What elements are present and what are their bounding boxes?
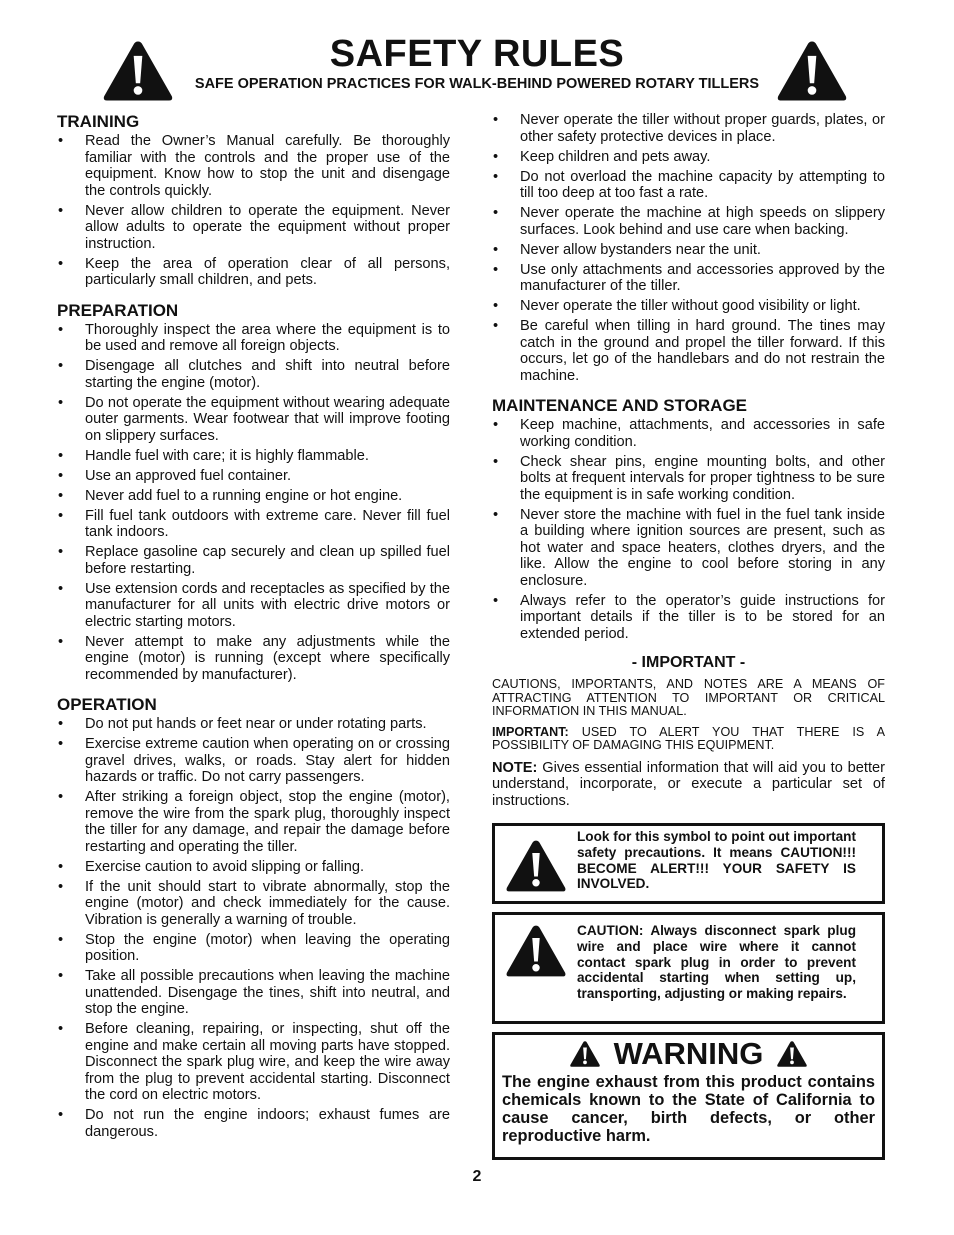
bullet-item: • Handle fuel with care; it is highly flammable. <box>57 448 450 465</box>
warning-triangle-icon <box>505 923 567 979</box>
caution-text: CAUTION: Always disconnect spark plug wire and place wire where it cannot contact spark plug in order to prevent accidental starting when setting up, transporting, adjusting or making repairs. <box>577 923 856 1002</box>
important-label: IMPORTANT: <box>492 724 569 739</box>
bullet-item: • Use extension cords and receptacles as specified by the manufacturer for all units with electric drive motors or electric starting motors. <box>57 581 450 631</box>
note-definition <box>492 760 885 810</box>
note-text: Gives essential information that will aid you to better understand, incorporate, or execute a particular set of instructions. <box>492 759 885 809</box>
preparation-heading: PREPARATION <box>57 300 179 320</box>
operation-continued-list <box>492 112 885 384</box>
caution-box <box>492 912 885 1024</box>
bullet-item: • Never operate the tiller without proper guards, plates, or other safety protective devices in place. <box>492 112 885 145</box>
right-column <box>492 112 885 1160</box>
preparation-section <box>57 301 450 684</box>
operation-continued-section <box>492 112 885 384</box>
warning-triangle-icon <box>569 1040 601 1068</box>
preparation-list <box>57 322 450 684</box>
maintenance-section <box>492 396 885 642</box>
bullet-item: • Keep children and pets away. <box>492 149 885 166</box>
bullet-item: • Keep machine, attachments, and accessories in safe working condition. <box>492 417 885 450</box>
important-text: USED TO ALERT YOU THAT THERE IS A POSSIBILITY OF DAMAGING THIS EQUIPMENT. <box>492 724 885 752</box>
important-heading: - IMPORTANT - <box>631 654 746 671</box>
maintenance-list <box>492 417 885 642</box>
training-section <box>57 112 450 289</box>
warning-box <box>492 1032 885 1160</box>
bullet-item: • Take all possible precautions when leaving the machine unattended. Disengage the tines, shift into neutral, and stop the engine. <box>57 968 450 1018</box>
important-definition <box>492 726 885 753</box>
bullet-item: • Do not run the engine indoors; exhaust fumes are dangerous. <box>57 1107 450 1140</box>
page-subtitle: SAFE OPERATION PRACTICES FOR WALK-BEHIND POWERED ROTARY TILLERS <box>194 76 760 92</box>
bullet-item: • Use only attachments and accessories approved by the manufacturer of the tiller. <box>492 262 885 295</box>
bullet-item: • Never operate the machine at high speeds on slippery surfaces. Look behind and use care when backing. <box>492 205 885 238</box>
operation-heading: OPERATION <box>57 695 157 714</box>
safety-symbol-box <box>492 823 885 904</box>
warning-title: WARNING <box>613 1036 764 1071</box>
bullet-item: • Never attempt to make any adjustments while the engine (motor) is running (except where specifically recommended by manufacturer). <box>57 634 450 684</box>
bullet-item: • Read the Owner’s Manual carefully. Be thoroughly familiar with the controls and the proper use of the equipment. Know how to stop the unit and disengage the controls quickly. <box>57 133 450 199</box>
page-number: 2 <box>472 1168 482 1185</box>
page-header <box>0 0 954 110</box>
bullet-item: • Do not overload the machine capacity by attempting to till too deep at too fast a rate. <box>492 169 885 202</box>
page-title: SAFETY RULES <box>329 33 625 75</box>
bullet-item: • Keep the area of operation clear of all persons, particularly small children, and pets. <box>57 256 450 289</box>
bullet-item: • Fill fuel tank outdoors with extreme care. Never fill fuel tank indoors. <box>57 508 450 541</box>
training-list <box>57 133 450 289</box>
bullet-item: • If the unit should start to vibrate abnormally, stop the engine (motor) and check immediately for the cause. Vibration is generally a warning of trouble. <box>57 879 450 929</box>
bullet-item: • Replace gasoline cap securely and clean up spilled fuel before restarting. <box>57 544 450 577</box>
bullet-item: • Never allow children to operate the equipment. Never allow adults to operate the equipment without proper instruction. <box>57 203 450 253</box>
operation-list <box>57 716 450 1140</box>
bullet-item: • Exercise extreme caution when operating on or crossing gravel drives, walks, or roads. Stay alert for hidden hazards or traffic. Do not carry passengers. <box>57 736 450 786</box>
bullet-item: • Always refer to the operator’s guide instructions for important details if the tiller is to be stored for an extended period. <box>492 593 885 643</box>
bullet-item: • Do not operate the equipment without wearing adequate outer garments. Wear footwear that will improve footing on slippery surfaces. <box>57 395 450 445</box>
left-column <box>57 112 450 1152</box>
operation-section <box>57 695 450 1140</box>
warning-title-row <box>495 1036 882 1074</box>
important-intro: CAUTIONS, IMPORTANTS, AND NOTES ARE A MEANS OF ATTRACTING ATTENTION TO IMPORTANT OR CRITICAL INFORMATION IN THIS MANUAL. <box>492 677 885 718</box>
warning-text: The engine exhaust from this product contains chemicals known to the State of California to cause cancer, birth defects, or other reproductive harm. <box>502 1073 875 1145</box>
bullet-item: • Stop the engine (motor) when leaving the operating position. <box>57 932 450 965</box>
safety-symbol-text: Look for this symbol to point out important safety precautions. It means CAUTION!!! BECOME ALERT!!! YOUR SAFETY IS INVOLVED. <box>577 829 856 892</box>
important-section <box>492 654 885 809</box>
bullet-item: • Exercise caution to avoid slipping or falling. <box>57 859 450 876</box>
bullet-item: • Thoroughly inspect the area where the equipment is to be used and remove all foreign objects. <box>57 322 450 355</box>
warning-triangle-icon <box>776 1040 808 1068</box>
bullet-item: • Never add fuel to a running engine or hot engine. <box>57 488 450 505</box>
bullet-item: • Use an approved fuel container. <box>57 468 450 485</box>
maintenance-heading: MAINTENANCE AND STORAGE <box>492 396 748 415</box>
bullet-item: • Never store the machine with fuel in the fuel tank inside a building where ignition sources are present, such as hot water and space heaters, clothes dryers, and the like. Allow the engine to cool before storing in any enclosure. <box>492 507 885 590</box>
warning-triangle-icon <box>505 838 567 894</box>
bullet-item: • Be careful when tilling in hard ground. The tines may catch in the ground and propel the tiller forward. If this occurs, let go of the handlebars and do not restrain the machine. <box>492 318 885 384</box>
bullet-item: • Do not put hands or feet near or under rotating parts. <box>57 716 450 733</box>
bullet-item: • Check shear pins, engine mounting bolts, and other bolts at frequent intervals for proper tightness to be sure the equipment is in safe working condition. <box>492 454 885 504</box>
bullet-item: • Never operate the tiller without good visibility or light. <box>492 298 885 315</box>
bullet-item: • Never allow bystanders near the unit. <box>492 242 885 259</box>
bullet-item: • Disengage all clutches and shift into neutral before starting the engine (motor). <box>57 358 450 391</box>
bullet-item: • Before cleaning, repairing, or inspecting, shut off the engine and make certain all moving parts have stopped. Disconnect the spark plug wire, and keep the wire away from the plug to prevent accidental starting. Disconnect the cord on electric motors. <box>57 1021 450 1104</box>
bullet-item: • After striking a foreign object, stop the engine (motor), remove the wire from the spark plug, thoroughly inspect the tiller for any damage, and repair the damage before restarting and operating the tiller. <box>57 789 450 855</box>
training-heading: TRAINING <box>57 112 140 131</box>
warning-triangle-icon <box>776 38 848 104</box>
note-label: NOTE: <box>492 759 538 776</box>
